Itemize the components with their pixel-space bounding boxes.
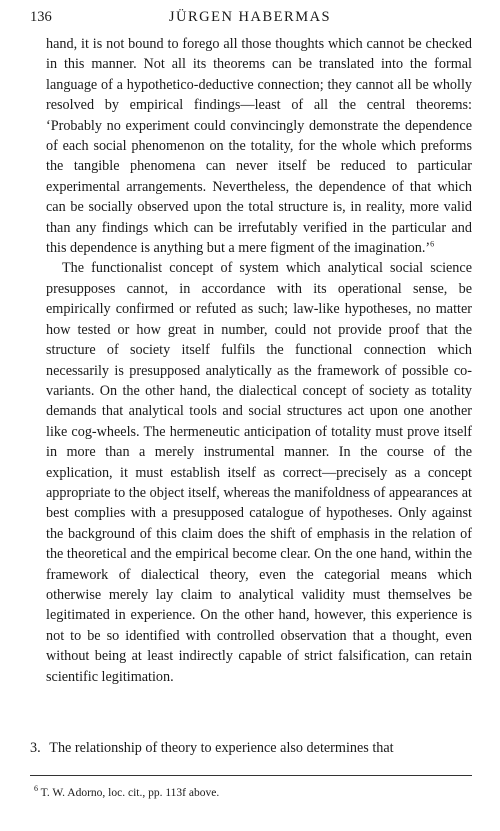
footnote-marker: 6 [34,784,38,794]
paragraph-text: hand, it is not bound to forego all those thoughts which cannot be checked in this manner. Not all its theorems can be translated into the formal language of a hypothetico-deductive connection; they cannot all be wholly resolved by empirical findings—least of all the central theorems: ‘Probably no experiment could convincingly demonstrate the dependence of each social phenomenon on the totality, for the whole which preforms the tangible phenomena can never itself be reduced to particular experimental arrangements. Nevertheless, the dependence of that which can be socially observed upon the total structure is, in reality, more valid than any findings which can be irrefutably verified in the particular and this dependence is anything but a mere figment of the imagination.’ [46,36,472,257]
page-number: 136 [30,9,52,25]
running-head: JÜRGEN HABERMAS [168,9,332,25]
footnote-divider [30,775,472,776]
paragraph [46,34,472,258]
footnote-reference: 6 [430,239,435,249]
paragraph-text: The functionalist concept of system which analytical social science presupposes cannot, in accordance with its operational sense, be empirically confirmed or refuted as such; law-like hypotheses, no matter how tested or how great in number, could not provide proof that the structure of society itself fulfils the functional connection which necessarily is presupposed analytically as the framework of possible co-variants. On the other hand, the dialectical concept of society as totality demands that analytical tools and social structures act upon one another like cog-wheels. The hermeneutic anticipation of totality must prove itself in more than a merely instrumental manner. In the course of the explication, it must establish itself as correct—precisely as a concept appropriate to the object itself, whereas the manifoldness of appearances at best complies with a presupposed catalogue of hypotheses. Only against the background of this claim does the shift of emphasis in the relation of the theoretical and the empirical become clear. On the one hand, within the framework of dialectical theory, even the categorial means which otherwise merely lay claim to analytical validity must themselves be legitimated in experience. On the other hand, however, this experience is not to be so identified with controlled observation that a thought, even without being at least indirectly capable of strict falsification, can retain scientific legitimation. [46,260,472,685]
page-header [30,9,470,31]
section-number: 3. [30,740,41,756]
section-text: The relationship of theory to experience also determines that [49,740,394,756]
footnote-text: T. W. Adorno, loc. cit., pp. 113f above. [40,787,220,799]
paragraph [46,258,472,687]
section-start [30,738,472,758]
body-text [46,34,472,687]
footnote [34,786,219,800]
